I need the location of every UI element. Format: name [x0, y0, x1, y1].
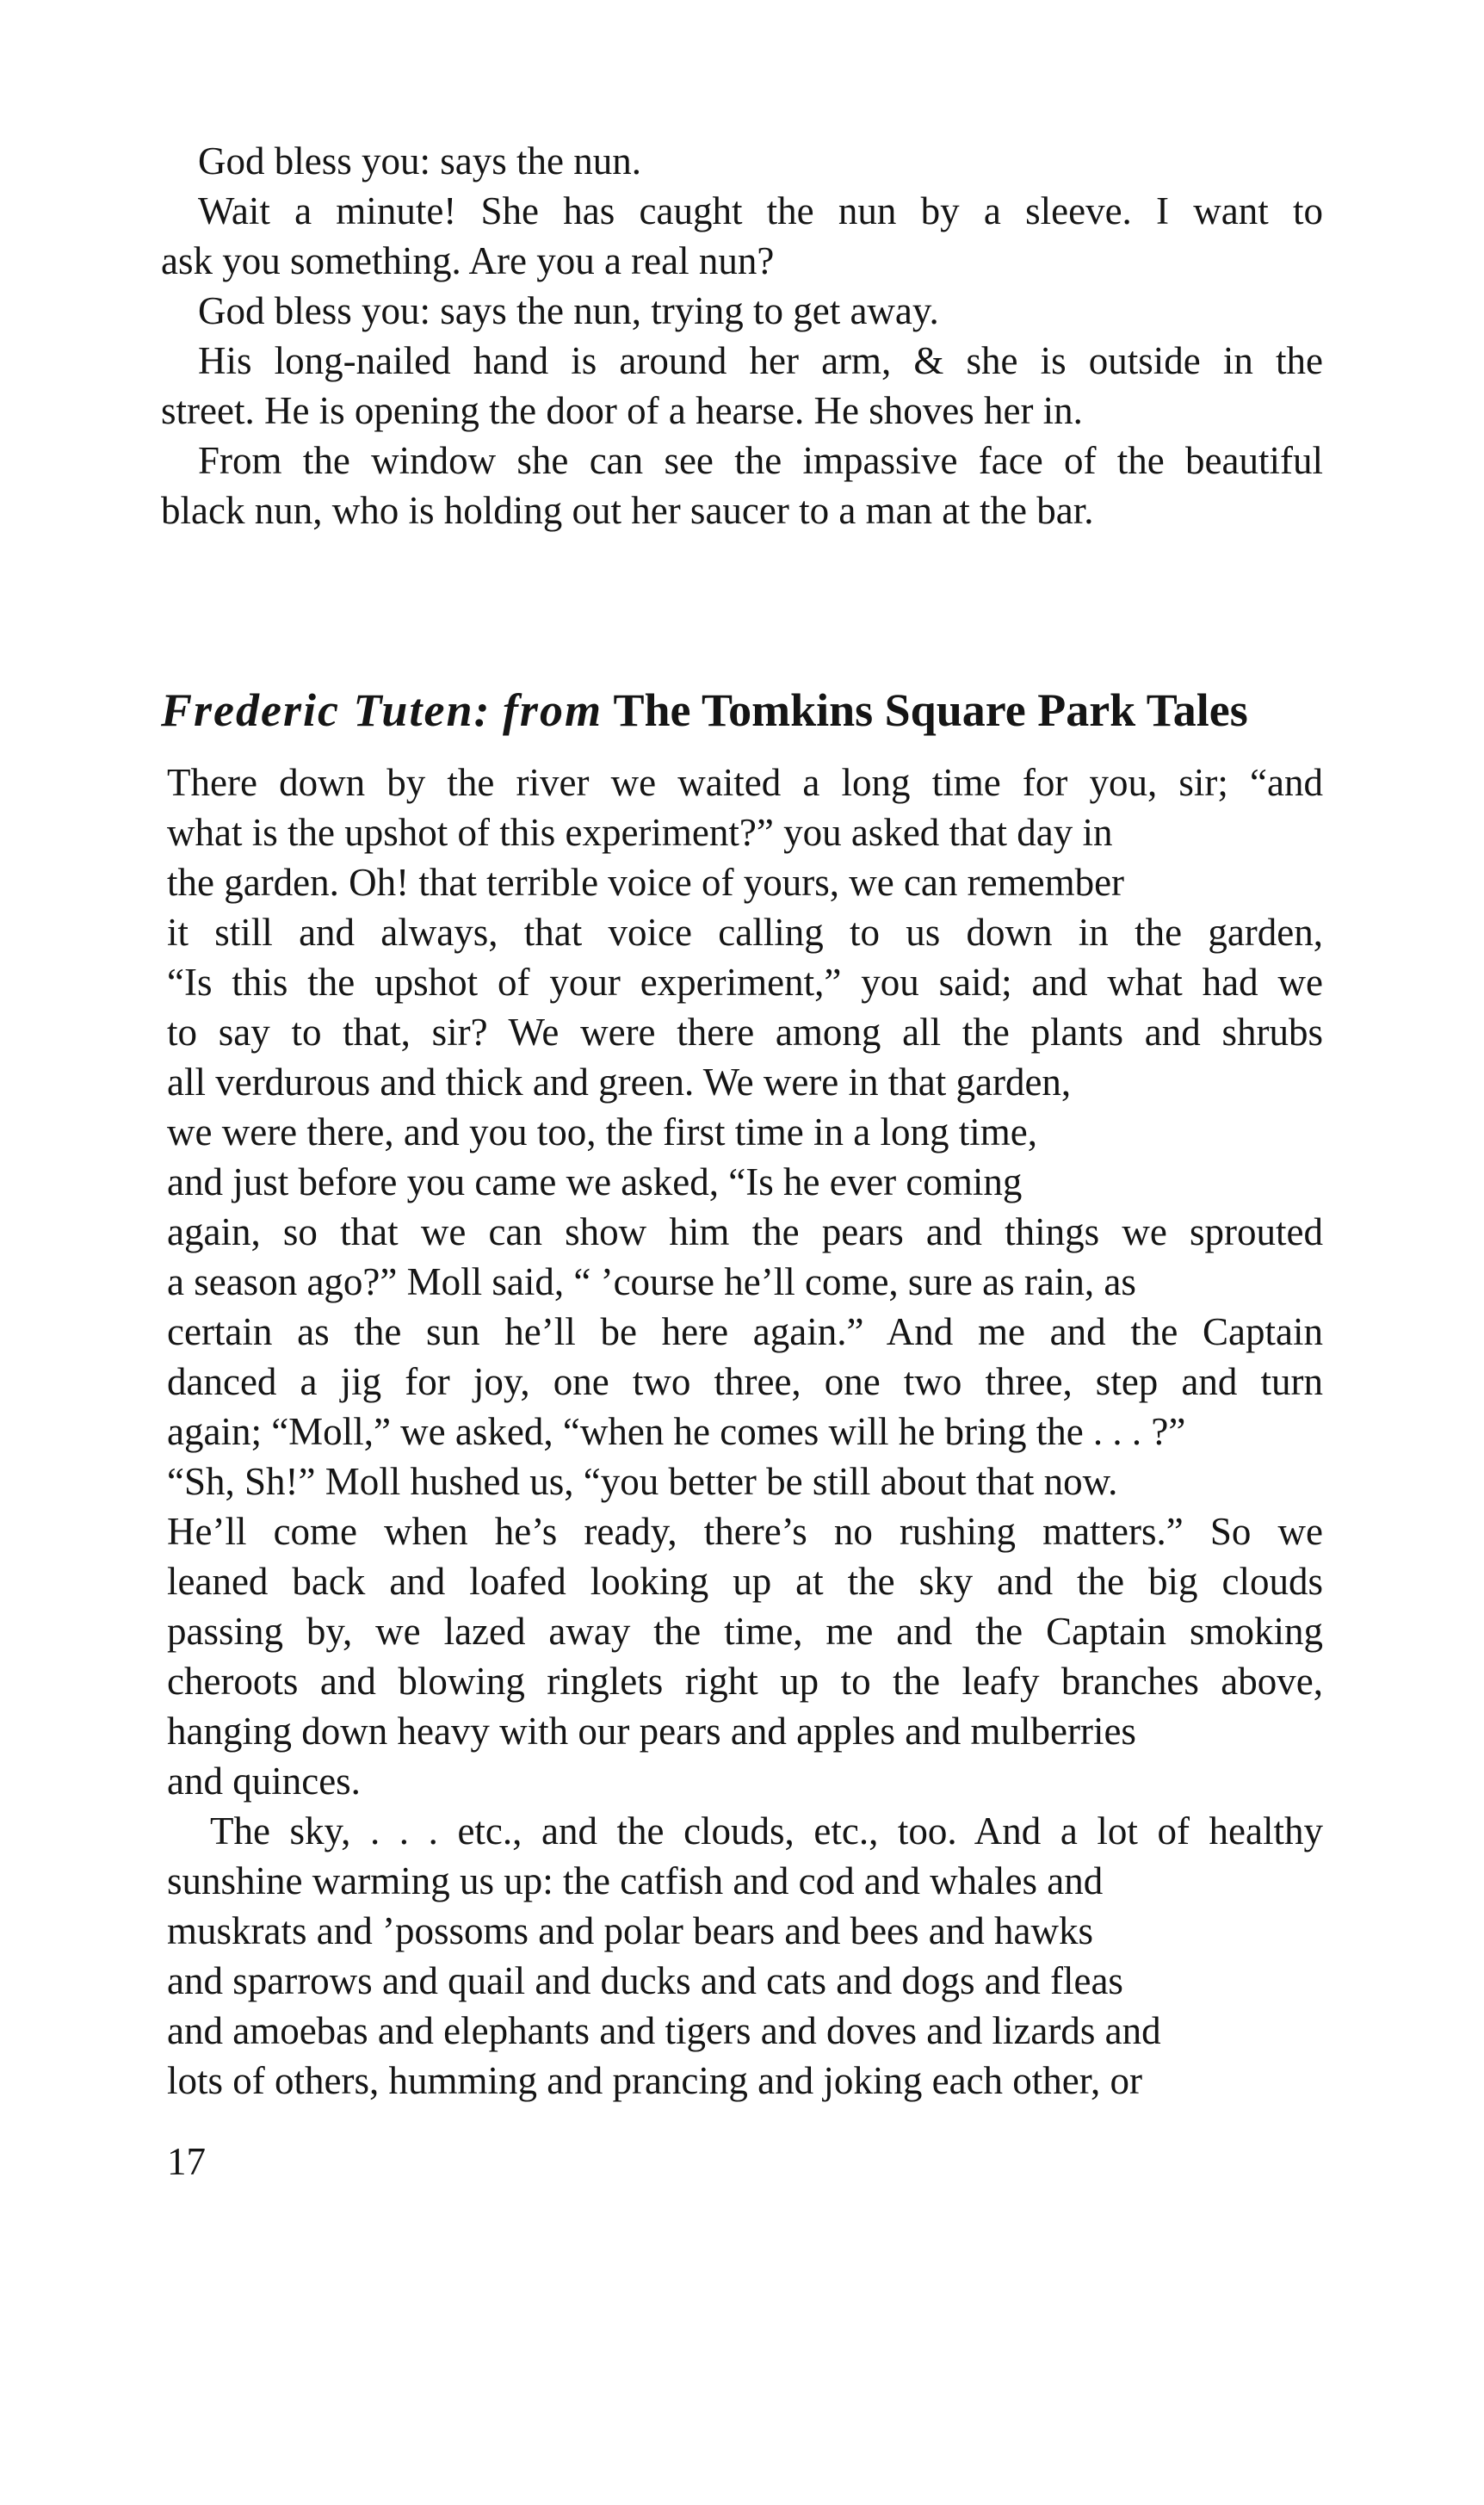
text-line: again; “Moll,” we asked, “when he comes will he bring the . . . ?”: [167, 1410, 1186, 1453]
text-line: danced a jig for joy, one two three, one two three, step and turn: [167, 1360, 1323, 1403]
text-line: black nun, who is holding out her saucer to a man at the bar.: [161, 489, 1094, 532]
page-number: 17: [167, 2140, 206, 2183]
text-line: muskrats and ’possoms and polar bears and bees and hawks: [167, 1909, 1094, 1952]
heading-from: from: [502, 684, 603, 736]
text-line: we were there, and you too, the first time in a long time,: [167, 1110, 1037, 1154]
text-line: “Sh, Sh!” Moll hushed us, “you better be still about that now.: [167, 1460, 1118, 1503]
text-line: Wait a minute! She has caught the nun by a sleeve. I want to: [198, 189, 1323, 232]
text-line: “Is this the upshot of your experiment,” you said; and what had we: [167, 961, 1323, 1004]
text-line: God bless you: says the nun, trying to get away.: [198, 289, 939, 332]
text-line: lots of others, humming and prancing and joking each other, or: [167, 2059, 1142, 2102]
text-line: again, so that we can show him the pears and things we sprouted: [167, 1210, 1323, 1253]
text-line: street. He is opening the door of a hearse. He shoves her in.: [161, 389, 1083, 432]
text-line: There down by the river we waited a long time for you, sir; “and: [167, 761, 1323, 804]
text-line: His long-nailed hand is around her arm, & she is outside in the: [198, 339, 1323, 382]
text-line: to say to that, sir? We were there among all the plants and shrubs: [167, 1011, 1323, 1054]
text-line: passing by, we lazed away the time, me and the Captain smoking: [167, 1610, 1323, 1653]
text-line: sunshine warming us up: the catfish and cod and whales and: [167, 1859, 1104, 1902]
text-line: the garden. Oh! that terrible voice of yours, we can remember: [167, 861, 1125, 904]
text-line: and amoebas and elephants and tigers and doves and lizards and: [167, 2009, 1161, 2052]
text-line: and just before you came we asked, “Is he ever coming: [167, 1160, 1023, 1203]
text-line: hanging down heavy with our pears and apples and mulberries: [167, 1710, 1136, 1753]
text-line: He’ll come when he’s ready, there’s no rushing matters.” So we: [167, 1510, 1323, 1553]
text-line: leaned back and loafed looking up at the sky and the big clouds: [167, 1560, 1323, 1603]
text-line: and quinces.: [167, 1760, 361, 1803]
heading-title: The Tomkins Square Park Tales: [613, 684, 1248, 736]
text-line: what is the upshot of this experiment?” you asked that day in: [167, 811, 1113, 854]
text-line: ask you something. Are you a real nun?: [161, 239, 775, 282]
heading-author: Frederic Tuten:: [161, 684, 492, 736]
text-line: a season ago?” Moll said, “ ’course he’ll come, sure as rain, as: [167, 1260, 1136, 1303]
section-heading: [161, 680, 1323, 740]
text-line: and sparrows and quail and ducks and cats and dogs and fleas: [167, 1959, 1123, 2002]
text-line: cheroots and blowing ringlets right up to the leafy branches above,: [167, 1660, 1323, 1703]
text-line: it still and always, that voice calling to us down in the garden,: [167, 911, 1323, 954]
text-line: From the window she can see the impassive face of the beautiful: [198, 439, 1323, 482]
text-line: all verdurous and thick and green. We were in that garden,: [167, 1061, 1072, 1104]
text-line: God bless you: says the nun.: [198, 139, 641, 182]
text-line: The sky, . . . etc., and the clouds, etc., too. And a lot of healthy: [210, 1809, 1323, 1852]
text-line: certain as the sun he’ll be here again.” And me and the Captain: [167, 1310, 1323, 1353]
